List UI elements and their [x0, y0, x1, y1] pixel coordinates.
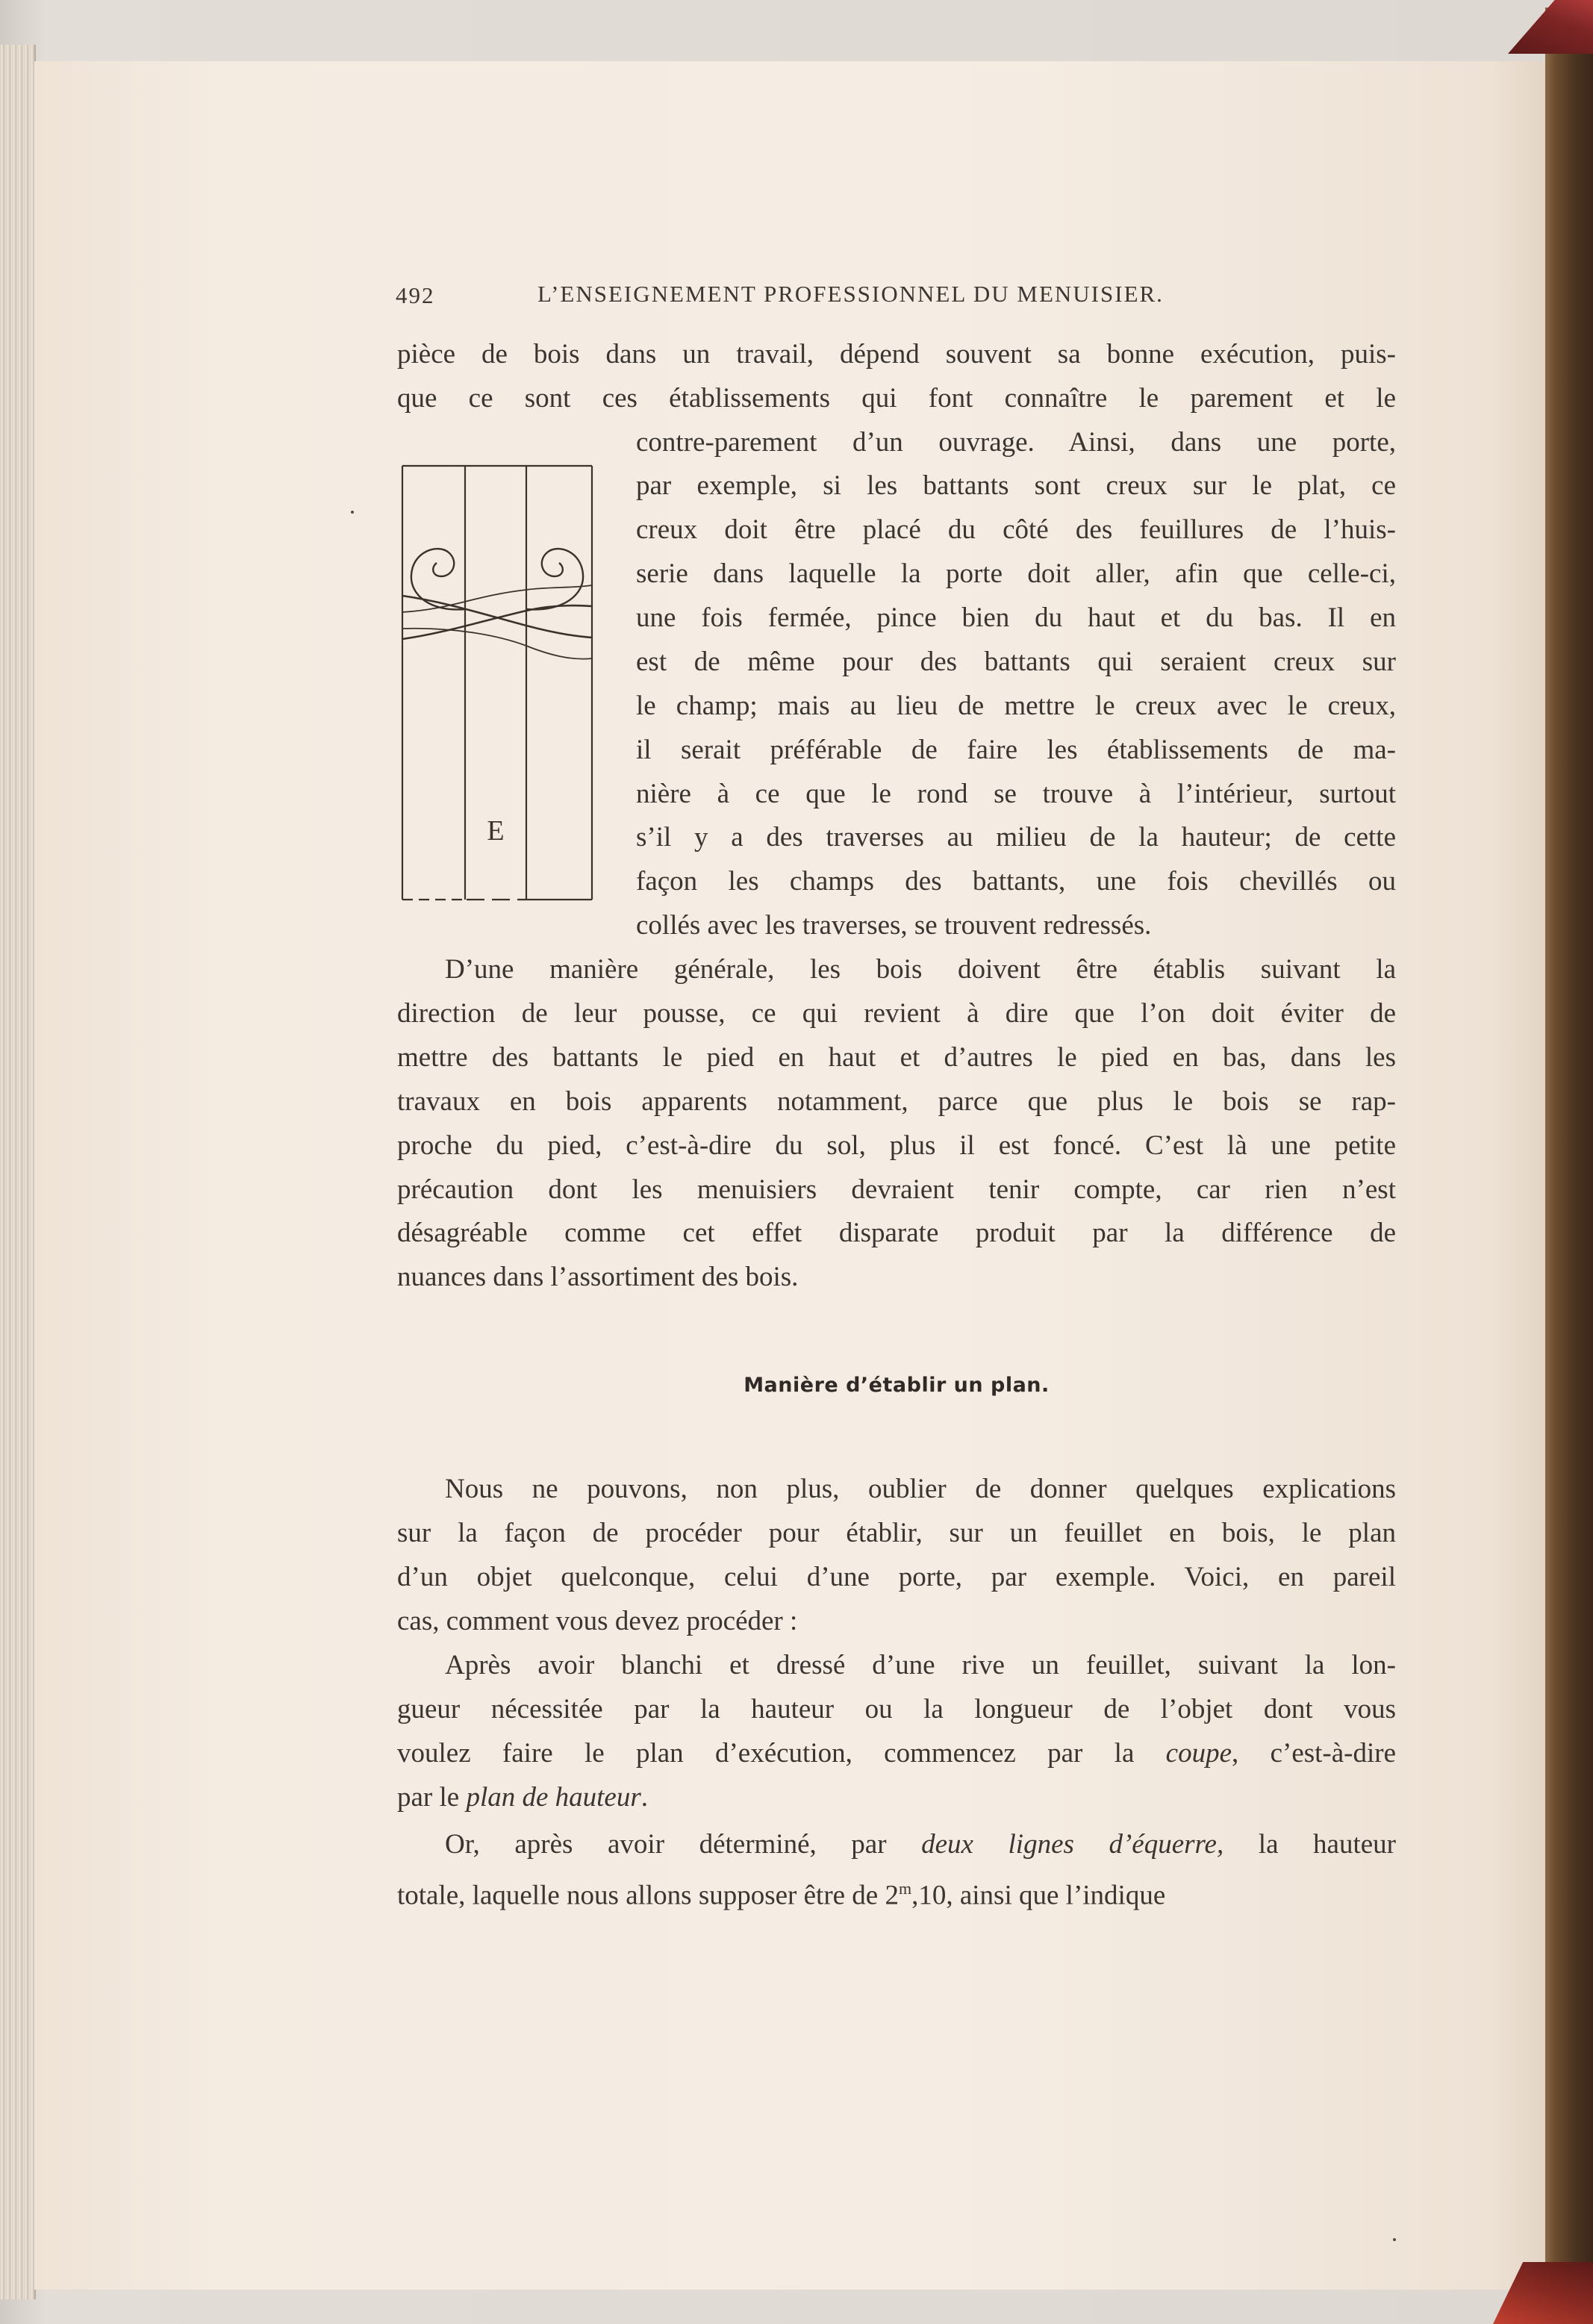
text-line: d’un objet quelconque, celui d’une porte, par exemple. Voici, en pareil [397, 1562, 1396, 1592]
superscript-unit: m [898, 1879, 912, 1898]
running-title: L’ENSEIGNEMENT PROFESSIONNEL DU MENUISIER. [537, 281, 1164, 307]
text-line: précaution dont les menuisiers devraient tenir compte, car rien n’est [397, 1174, 1396, 1205]
text-run: Or, après avoir déterminé, par [445, 1829, 887, 1860]
text-line: pièce de bois dans un travail, dépend souvent sa bonne exécution, puis- [397, 339, 1396, 370]
text-line: serie dans laquelle la porte doit aller, afin que celle-ci, [636, 558, 1396, 589]
text-line: Nous ne pouvons, non plus, oublier de donner quelques explications [445, 1474, 1396, 1504]
text-run: la hauteur [1258, 1829, 1396, 1860]
text-run: ,10, ainsi que l’indique [911, 1880, 1166, 1910]
text-line: est de même pour des battants qui seraient creux sur [636, 647, 1396, 677]
text-line: une fois fermée, pince bien du haut et du bas. Il en [636, 602, 1396, 633]
text-line: il serait préférable de faire les établissements de ma- [636, 735, 1396, 765]
text-line: Après avoir blanchi et dressé d’une rive un feuillet, suivant la lon- [445, 1650, 1396, 1680]
figure-e-battants-diagram [399, 463, 595, 905]
italic-term: plan de hauteur [466, 1782, 641, 1813]
text-line [397, 1867, 1396, 1910]
text-line: proche du pied, c’est-à-dire du sol, plus il est foncé. C’est là une petite [397, 1130, 1396, 1161]
italic-term: deux lignes d’équerre, [921, 1829, 1224, 1860]
text-line: nuances dans l’assortiment des bois. [397, 1262, 799, 1292]
section-heading: Manière d’établir un plan. [743, 1374, 1050, 1397]
text-line: sur la façon de procéder pour établir, sur un feuillet en bois, le plan [397, 1518, 1396, 1548]
text-line: s’il y a des traverses au milieu de la hauteur; de cette [636, 822, 1396, 853]
text-line: travaux en bois apparents notamment, parce que plus le bois se rap- [397, 1086, 1396, 1117]
text-line: par exemple, si les battants sont creux sur le plat, ce [636, 470, 1396, 501]
text-line: contre-parement d’un ouvrage. Ainsi, dans une porte, [636, 427, 1396, 458]
text-line: collés avec les traverses, se trouvent redressés. [636, 910, 1152, 941]
text-line: désagréable comme cet effet disparate produit par la différence de [397, 1218, 1396, 1248]
page-number: 492 [396, 282, 435, 308]
page-header [396, 278, 1276, 315]
book-page-edges [0, 45, 36, 2299]
text-run: totale, laquelle nous allons supposer être de 2 [397, 1880, 899, 1910]
paper-speck [1393, 2238, 1396, 2241]
text-line: creux doit être placé du côté des feuillures de l’huis- [636, 514, 1396, 545]
italic-term: coupe [1165, 1738, 1232, 1769]
text-line: le champ; mais au lieu de mettre le creux avec le creux, [636, 691, 1396, 721]
text-line: façon les champs des battants, une fois chevillés ou [636, 866, 1396, 897]
text-run: voulez faire le plan d’exécution, commencez par la [397, 1738, 1135, 1769]
text-run: , c’est-à-dire [1232, 1738, 1396, 1769]
text-run: . [640, 1782, 649, 1813]
text-line: gueur nécessitée par la hauteur ou la longueur de l’objet dont vous [397, 1694, 1396, 1725]
text-line [445, 1823, 1396, 1866]
text-line: nière à ce que le rond se trouve à l’intérieur, surtout [636, 779, 1396, 809]
text-line: D’une manière générale, les bois doivent être établis suivant la [445, 954, 1396, 985]
text-line: que ce sont ces établissements qui font connaître le parement et le [397, 383, 1396, 414]
text-line: direction de leur pousse, ce qui revient à dire que l’on doit éviter de [397, 998, 1396, 1029]
text-run: par le [397, 1782, 460, 1813]
figure-label: E [487, 815, 505, 847]
book-cover-edge [1545, 7, 1593, 2322]
paper-speck [351, 511, 354, 514]
text-line: mettre des battants le pied en haut et d’autres le pied en bas, dans les [397, 1042, 1396, 1073]
text-line [397, 1776, 1396, 1819]
text-line [397, 1732, 1396, 1775]
text-line: cas, comment vous devez procéder : [397, 1606, 798, 1636]
